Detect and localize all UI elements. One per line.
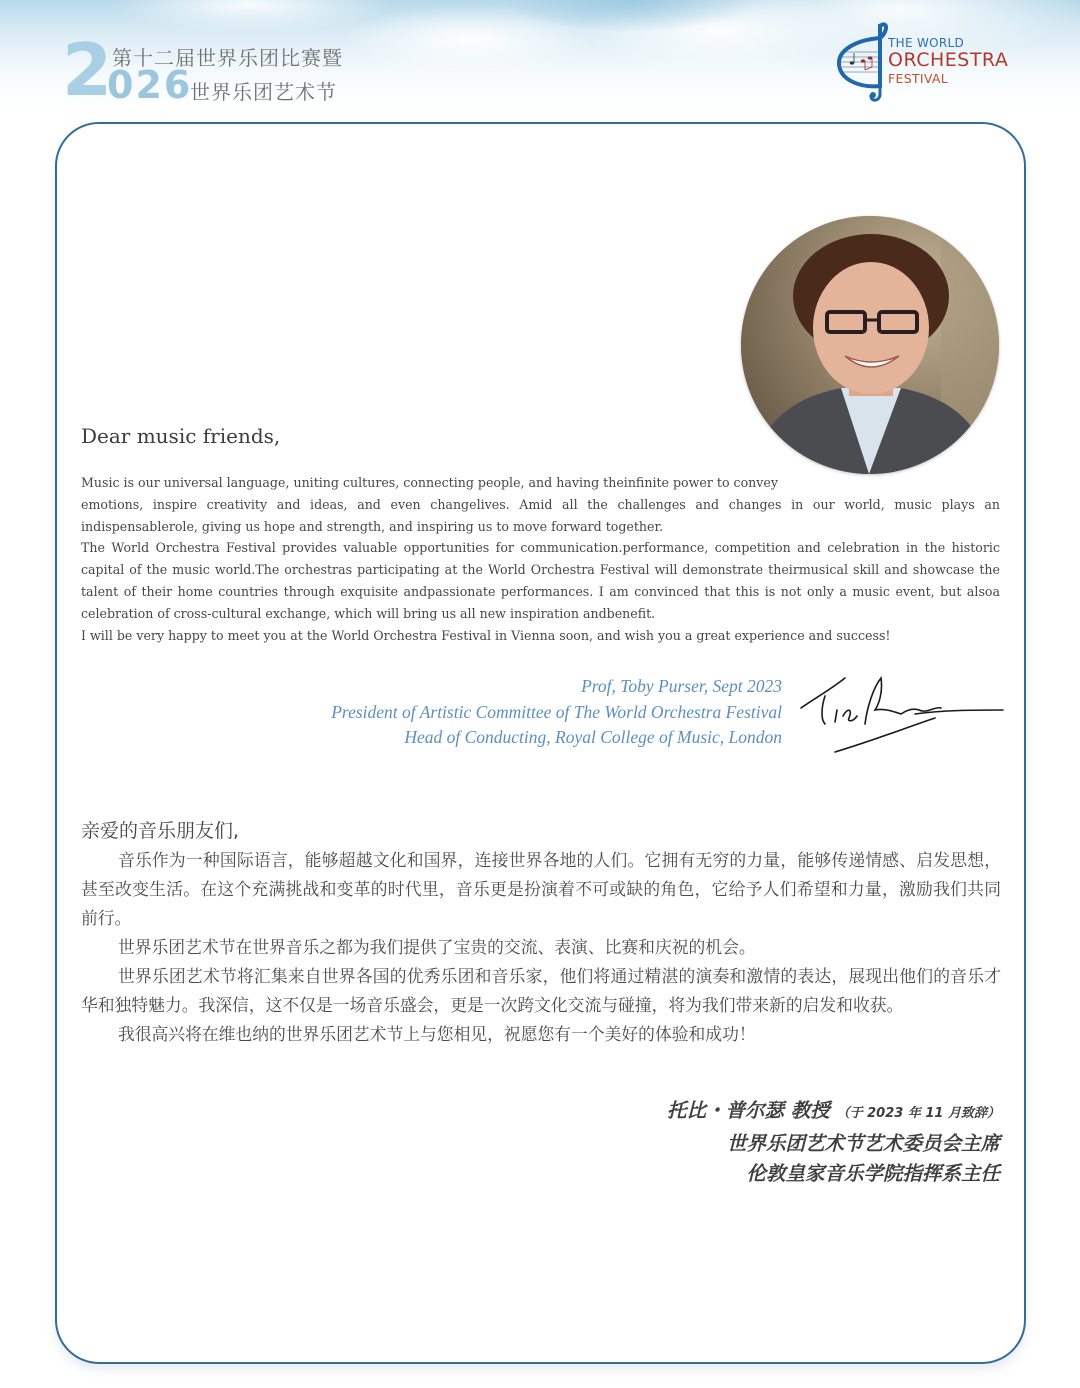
signature-block-zh [520,1096,1000,1189]
signer-name-zh: 托比・普尔瑟 教授 [667,1099,830,1122]
handwritten-signature-icon [795,668,1010,758]
logo-text-the-world: THE WORLD [888,36,965,50]
logo-text-orchestra: ORCHESTRA [888,49,1009,71]
paragraph-zh-2: 世界乐团艺术节在世界音乐之都为我们提供了宝贵的交流、表演、比赛和庆祝的机会。 [117,937,756,957]
year-first-digit: 2 [62,28,113,112]
salutation-zh: 亲爱的音乐朋友们, [81,820,240,842]
paragraph-zh-4: 我很高兴将在维也纳的世界乐团艺术节上与您相见，祝愿您有一个美好的体验和成功！ [117,1024,756,1044]
treble-clef-staff-icon [836,18,892,104]
signer-name-date: Prof, Toby Purser, Sept 2023 [581,676,782,696]
event-title-block [62,28,352,112]
person-portrait-icon [741,216,999,474]
year-rest-digits: 026 [107,63,193,107]
signer-title-zh-1: 世界乐团艺术节艺术委员会主席 [726,1132,1000,1155]
paragraph-en-2: emotions, inspire creativity and ideas, and even changelives. Amid all the challenges and changes in our world, music plays an indispensablerole, giving us hope and strength, and inspiring us to move forward together. [81,496,1000,534]
paragraph-en-3: The World Orchestra Festival provides valuable opportunities for communication.performance, competition and celebration in the historic capital of the music world.The orchestras participating at the World Orchestra Festival will demonstrate theirmusical skill and showcase the talent of their home countries through exquisite andpassionate performances. I am convinced that this is not only a music event, but alsoa celebration of cross-cultural exchange, which will bring us all new inspiration andbenefit. [81,540,1000,621]
portrait-photo [741,216,999,474]
salutation-en: Dear music friends, [81,424,281,448]
letter-body-zh [81,846,1001,1049]
signer-note-zh: （于 2023 年 11 月致辞） [836,1106,1000,1121]
signer-title-2: Head of Conducting, Royal College of Music, London [404,727,782,747]
signer-title-zh-2: 伦敦皇家音乐学院指挥系主任 [746,1162,1000,1185]
festival-logo [836,18,1026,104]
event-title-line1: 第十二届世界乐团比赛暨 [112,46,343,70]
signature-block-en [240,674,782,751]
cloud-sky-decoration [470,0,790,42]
letter-body-en [81,472,1000,646]
paragraph-en-1: Music is our universal language, uniting cultures, connecting people, and having theinfinite power to convey [81,475,778,490]
paragraph-en-4: I will be very happy to meet you at the World Orchestra Festival in Vienna soon, and wish you a great experience and success! [81,627,891,643]
paragraph-zh-1: 音乐作为一种国际语言，能够超越文化和国界，连接世界各地的人们。它拥有无穷的力量，能够传递情感、启发思想，甚至改变生活。在这个充满挑战和变革的时代里，音乐更是扮演着不可或缺的角色，它给予人们希望和力量，激励我们共同前行。 [81,850,1001,928]
page-header [0,0,1080,120]
paragraph-zh-3: 世界乐团艺术节将汇集来自世界各国的优秀乐团和音乐家，他们将通过精湛的演奏和激情的表达，展现出他们的音乐才华和独特魅力。我深信，这不仅是一场音乐盛会，更是一次跨文化交流与碰撞，将为我们带来新的启发和收获。 [81,966,1001,1015]
logo-text-festival: FESTIVAL [888,71,949,86]
event-title-line2: 世界乐团艺术节 [190,80,337,104]
signer-line-zh [520,1096,1000,1129]
signer-title-1: President of Artistic Committee of The World Orchestra Festival [331,701,782,722]
